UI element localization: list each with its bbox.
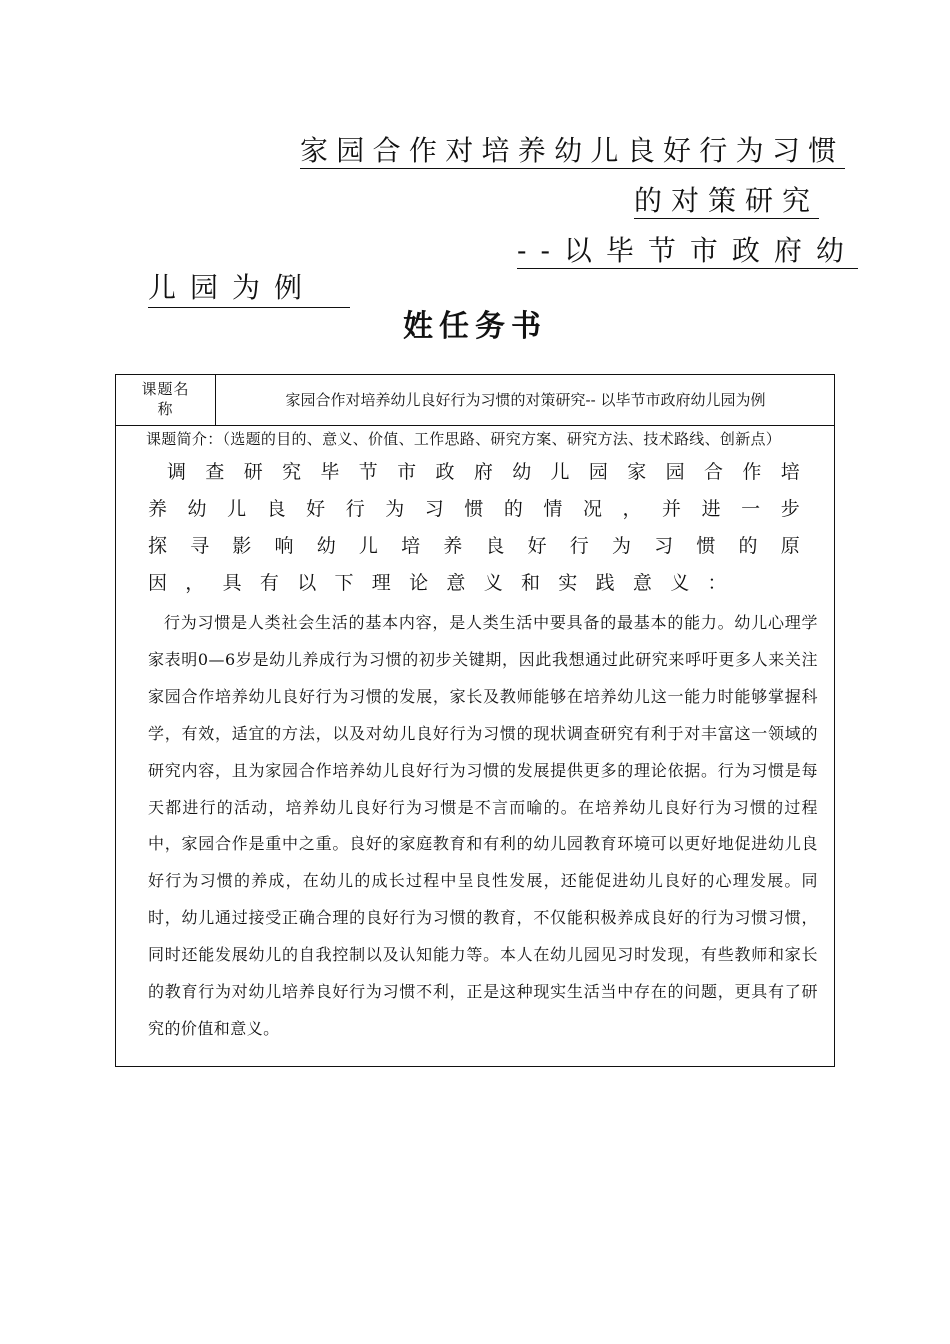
title-line-1 bbox=[300, 133, 845, 169]
summary-cell bbox=[116, 426, 834, 1048]
title-line-3 bbox=[517, 233, 858, 269]
topic-value: 家园合作对培养幼儿良好行为习惯的对策研究-- 以毕节市政府幼儿园为例 bbox=[285, 391, 766, 409]
summary-body-paragraph: 行为习惯是人类社会生活的基本内容，是人类生活中要具备的最基本的能力。幼儿心理学家表明0—6岁是幼儿养成行为习惯的初步关键期，因此我想通过此研究来呼吁更多人来关注家园合作培养幼儿良好行为习惯的发展，家长及教师能够在培养幼儿这一能力时能够掌握科学，有效，适宜的方法，以及对幼儿良好行为习惯的现状调查研究有利于对丰富这一领域的研究内容，且为家园合作培养幼儿良好行为习惯的发展提供更多的理论依据。行为习惯是每天都进行的活动，培养幼儿良好行为习惯是不言而喻的。在培养幼儿良好行为习惯的过程中，家园合作是重中之重。良好的家庭教育和有利的幼儿园教育环境可以更好地促进幼儿良好行为习惯的养成，在幼儿的成长过程中呈良性发展，还能促进幼儿良好的心理发展。同时，幼儿通过接受正确合理的良好行为习惯的教育，不仅能积极养成良好的行为习惯习惯，同时还能发展幼儿的自我控制以及认知能力等。本人在幼儿园见习时发现，有些教师和家长的教育行为对幼儿培养良好行为习惯不利，正是这种现实生活当中存在的问题，更具有了研究的价值和意义。 bbox=[148, 613, 818, 1038]
title-line-3-text: --以毕节市政府幼 bbox=[517, 234, 858, 267]
title-line-1-text: 家园合作对培养幼儿良好行为习惯 bbox=[300, 134, 845, 167]
task-table bbox=[115, 374, 835, 1067]
topic-label: 课题名称 bbox=[116, 375, 216, 425]
title-line-2 bbox=[634, 183, 820, 219]
summary-label: 课题简介：（选题的目的、意义、价值、工作思路、研究方案、研究方法、技术路线、创新点） bbox=[146, 430, 782, 448]
summary-intro-paragraph: 调查研究毕节市政府幼儿园家园合作培养幼儿良好行为习惯的情况，并进一步探寻影响幼儿培养良好行为习惯的原因，具有以下理论意义和实践意义： bbox=[148, 461, 818, 594]
document-heading: 姓任务书 bbox=[403, 309, 547, 344]
title-line-2-text: 的对策研究 bbox=[634, 184, 820, 217]
title-line-4 bbox=[148, 270, 350, 308]
topic-row bbox=[116, 375, 834, 426]
title-line-4-text: 儿园为例 bbox=[148, 271, 317, 304]
